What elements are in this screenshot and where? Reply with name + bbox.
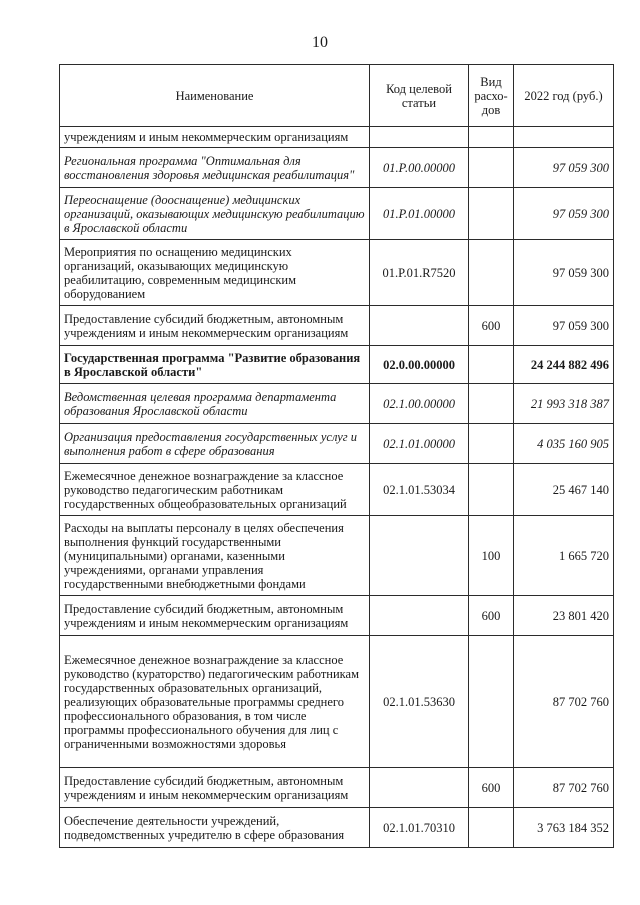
row-type-cell — [469, 464, 514, 516]
row-sum-cell: 97 059 300 — [514, 240, 614, 306]
row-code-cell: 02.1.01.53630 — [370, 636, 469, 768]
row-type-cell: 100 — [469, 516, 514, 596]
row-code-cell: 02.1.01.53034 — [370, 464, 469, 516]
row-code-cell — [370, 516, 469, 596]
table-row — [60, 148, 614, 188]
row-type-cell — [469, 188, 514, 240]
row-sum-cell: 25 467 140 — [514, 464, 614, 516]
row-sum-cell: 24 244 882 496 — [514, 346, 614, 384]
header-sum: 2022 год (руб.) — [514, 65, 614, 127]
row-code-cell: 02.1.01.00000 — [370, 424, 469, 464]
row-name-cell: учреждениям и иным некоммерческим организациям — [60, 127, 370, 148]
row-code-cell: 02.0.00.00000 — [370, 346, 469, 384]
table-row — [60, 596, 614, 636]
row-name-cell: Региональная программа "Оптимальная для восстановления здоровья медицинская реабилитация" — [60, 148, 370, 188]
row-type-cell — [469, 148, 514, 188]
table-row — [60, 346, 614, 384]
row-sum-cell: 23 801 420 — [514, 596, 614, 636]
table-row — [60, 516, 614, 596]
row-name-cell: Организация предоставления государственных услуг и выполнения работ в сфере образования — [60, 424, 370, 464]
row-type-cell — [469, 384, 514, 424]
table-body — [60, 127, 614, 848]
table-row — [60, 240, 614, 306]
row-sum-cell: 21 993 318 387 — [514, 384, 614, 424]
row-sum-cell: 87 702 760 — [514, 636, 614, 768]
row-code-cell: 02.1.01.70310 — [370, 808, 469, 848]
row-name-cell: Предоставление субсидий бюджетным, автономным учреждениям и иным некоммерческим организациям — [60, 306, 370, 346]
table-row — [60, 188, 614, 240]
row-name-cell: Государственная программа "Развитие образования в Ярославской области" — [60, 346, 370, 384]
row-sum-cell: 97 059 300 — [514, 188, 614, 240]
row-name-cell: Расходы на выплаты персоналу в целях обеспечения выполнения функций государственными (муниципальными) органами, казенными учреждениями, органами управления государственными внебюджетными фондами — [60, 516, 370, 596]
table-row — [60, 306, 614, 346]
row-type-cell: 600 — [469, 306, 514, 346]
row-name-cell: Предоставление субсидий бюджетным, автономным учреждениям и иным некоммерческим организациям — [60, 596, 370, 636]
row-type-cell — [469, 424, 514, 464]
row-name-cell: Переоснащение (дооснащение) медицинских организаций, оказывающих медицинскую реабилитацию в Ярославской области — [60, 188, 370, 240]
header-type: Вид расхо-дов — [469, 65, 514, 127]
table-row — [60, 636, 614, 768]
row-name-cell: Предоставление субсидий бюджетным, автономным учреждениям и иным некоммерческим организациям — [60, 768, 370, 808]
row-code-cell: 01.Р.00.00000 — [370, 148, 469, 188]
row-type-cell — [469, 127, 514, 148]
row-type-cell — [469, 346, 514, 384]
row-sum-cell — [514, 127, 614, 148]
row-code-cell — [370, 306, 469, 346]
row-sum-cell: 87 702 760 — [514, 768, 614, 808]
row-code-cell: 02.1.00.00000 — [370, 384, 469, 424]
row-name-cell: Ведомственная целевая программа департамента образования Ярославской области — [60, 384, 370, 424]
row-code-cell — [370, 596, 469, 636]
row-name-cell: Обеспечение деятельности учреждений, подведомственных учредителю в сфере образования — [60, 808, 370, 848]
table-row — [60, 768, 614, 808]
row-type-cell — [469, 240, 514, 306]
row-name-cell: Ежемесячное денежное вознаграждение за классное руководство (кураторство) педагогическим работникам государственных образовательных организаций, реализующих образовательные программы среднего профессионального образования, в том числе программы профессионального обучения для лиц с ограниченными возможностями здоровья — [60, 636, 370, 768]
row-name-cell: Мероприятия по оснащению медицинских организаций, оказывающих медицинскую реабилитацию, современным медицинским оборудованием — [60, 240, 370, 306]
page-number: 10 — [312, 34, 328, 51]
row-name-cell: Ежемесячное денежное вознаграждение за классное руководство педагогическим работникам государственных общеобразовательных организаций — [60, 464, 370, 516]
row-code-cell — [370, 768, 469, 808]
row-type-cell: 600 — [469, 596, 514, 636]
budget-table — [59, 64, 614, 848]
row-sum-cell: 1 665 720 — [514, 516, 614, 596]
table-row — [60, 424, 614, 464]
row-sum-cell: 4 035 160 905 — [514, 424, 614, 464]
row-code-cell: 01.Р.01.R7520 — [370, 240, 469, 306]
header-name: Наименование — [60, 65, 370, 127]
table-row — [60, 808, 614, 848]
header-code: Код целевой статьи — [370, 65, 469, 127]
row-type-cell — [469, 808, 514, 848]
table-header-row — [60, 65, 614, 127]
row-type-cell — [469, 636, 514, 768]
row-type-cell: 600 — [469, 768, 514, 808]
row-sum-cell: 97 059 300 — [514, 148, 614, 188]
table-row — [60, 127, 614, 148]
row-sum-cell: 3 763 184 352 — [514, 808, 614, 848]
table-row — [60, 384, 614, 424]
table-row — [60, 464, 614, 516]
row-code-cell — [370, 127, 469, 148]
row-code-cell: 01.Р.01.00000 — [370, 188, 469, 240]
row-sum-cell: 97 059 300 — [514, 306, 614, 346]
